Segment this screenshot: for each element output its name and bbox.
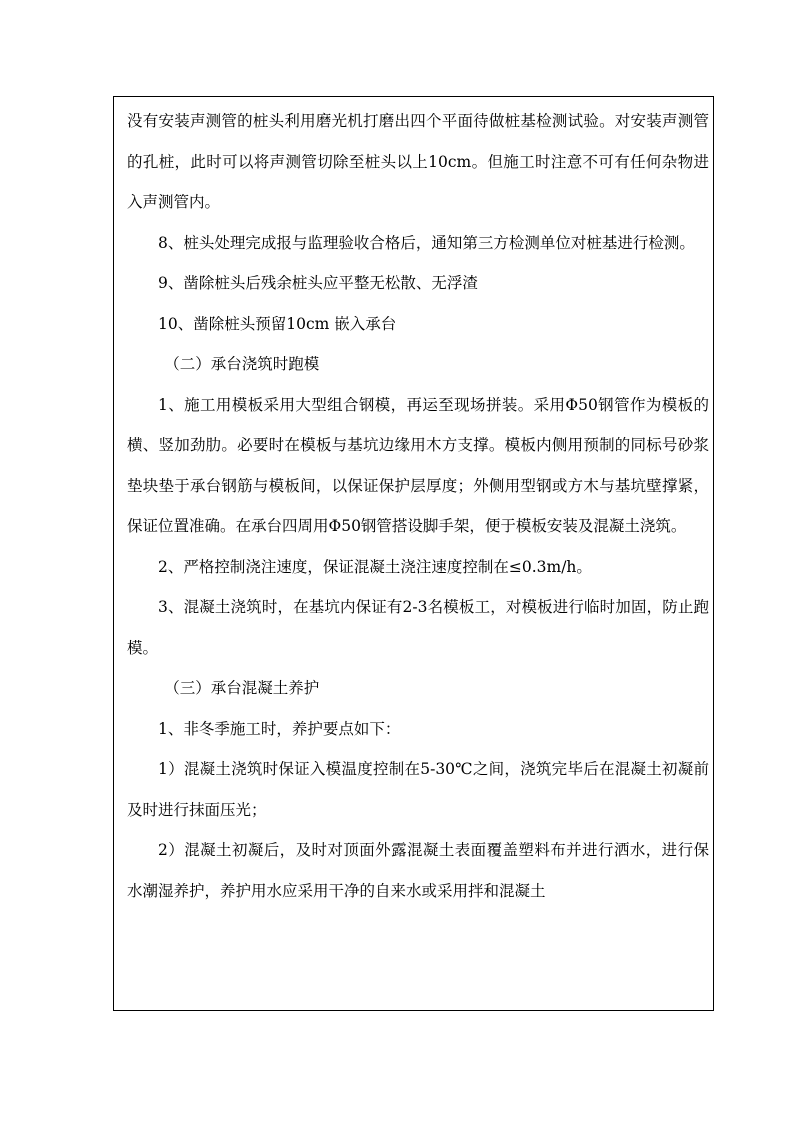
paragraph-6: 2、严格控制浇注速度，保证混凝土浇注速度控制在≤0.3m/h。 (158, 557, 592, 576)
paragraph-7: 3、混凝土浇筑时，在基坑内保证有2-3名模板工，对模板进行临时加固，防止跑模。 (127, 598, 709, 657)
paragraph-9: 1）混凝土浇筑时保证入模温度控制在5-30℃之间，浇筑完毕后在混凝土初凝前及时进行抹面压光； (127, 760, 709, 819)
paragraph-10: 2）混凝土初凝后，及时对顶面外露混凝土表面覆盖塑料布并进行洒水，进行保水潮湿养护，养护用水应采用干净的自来水或采用拌和混凝土 (127, 841, 709, 900)
paragraph-5: 1、施工用模板采用大型组合钢模，再运至现场拼装。采用Φ50钢管作为模板的横、竖加劲肋。必要时在模板与基坑边缘用木方支撑。模板内侧用预制的同标号砂浆垫块垫于承台钢筋与模板间，以保证保护层厚度；外侧用型钢或方木与基坑壁撑紧，保证位置准确。在承台四周用Φ50钢管搭设脚手架，便于模板安装及混凝土浇筑。 (127, 395, 709, 535)
paragraph-1: 没有安装声测管的桩头利用磨光机打磨出四个平面待做桩基检测试验。对安装声测管的孔桩，此时可以将声测管切除至桩头以上10cm。但施工时注意不可有任何杂物进入声测管内。 (127, 112, 709, 211)
paragraph-4: 10、凿除桩头预留10cm 嵌入承台 (158, 314, 397, 333)
paragraph-3: 9、凿除桩头后残余桩头应平整无松散、无浮渣 (158, 274, 478, 292)
paragraph-8: 1、非冬季施工时，养护要点如下： (158, 719, 401, 738)
document-body (127, 101, 709, 911)
section-heading-2: （二）承台浇筑时跑模 (164, 355, 320, 373)
document-frame (113, 96, 714, 1011)
section-heading-3: （三）承台混凝土养护 (164, 679, 320, 697)
paragraph-2: 8、桩头处理完成报与监理验收合格后，通知第三方检测单位对桩基进行检测。 (158, 233, 695, 252)
